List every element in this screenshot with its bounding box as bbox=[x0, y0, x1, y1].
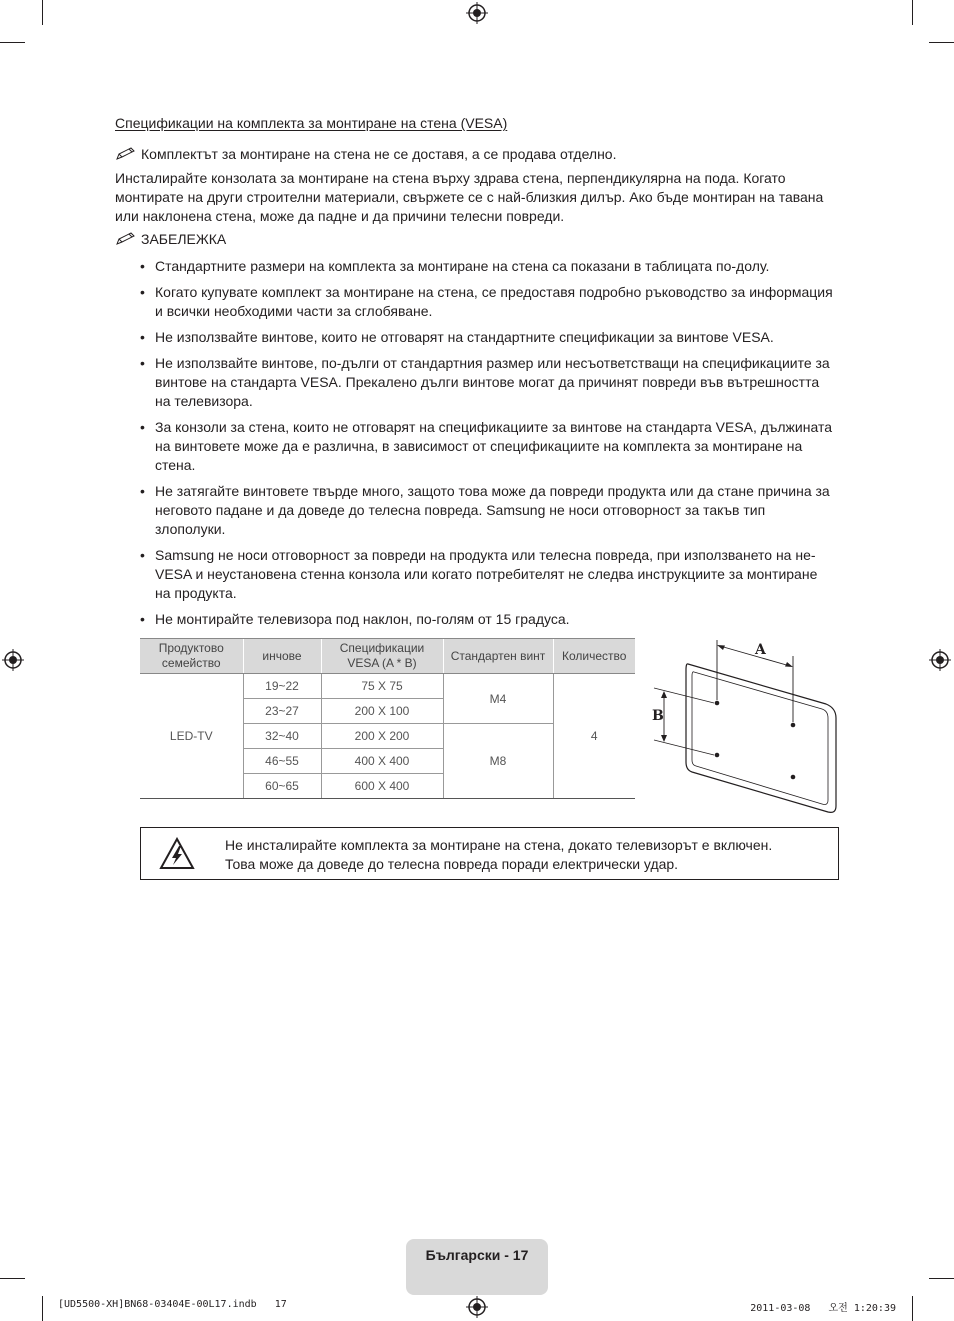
list-item: • Samsung не носи отговорност за повреди на продукта или телесна повреда, при използването на не-VESA и неустановена стенна конзола или когато потребителят не следва инструкциите за монтиране на продукта. bbox=[140, 547, 818, 601]
table-cell: 23~27 bbox=[243, 699, 321, 724]
crop-mark bbox=[929, 42, 954, 43]
list-item: • Когато купувате комплект за монтиране на стена, се предоставя подробно ръководство за информация и всички необходими части за сглобяване. bbox=[140, 284, 833, 319]
tv-back-diagram bbox=[650, 638, 840, 818]
table-cell-screw: M4 bbox=[443, 674, 553, 724]
table-cell: 46~55 bbox=[243, 749, 321, 774]
table-cell-quantity: 4 bbox=[553, 674, 635, 799]
note-text: Комплектът за монтиране на стена не се доставя, а се продава отделно. bbox=[141, 146, 617, 162]
electric-shock-warning-icon bbox=[159, 837, 195, 871]
registration-mark-icon bbox=[929, 649, 951, 671]
pencil-note-icon bbox=[115, 232, 137, 246]
list-item-text: Не затягайте винтовете твърде много, защото това може да повреди продукта или да стане причина за неговото падане и да доведе до телесна повреда. Samsung не носи отговорност за такъв тип злополуки. bbox=[155, 483, 830, 537]
table-cell-screw: M8 bbox=[443, 724, 553, 799]
list-item: • Стандартните размери на комплекта за монтиране на стена са показани в таблицата по-долу. bbox=[140, 258, 770, 274]
registration-mark-icon bbox=[466, 2, 488, 24]
table-cell: 600 X 400 bbox=[321, 774, 443, 799]
pencil-note-icon bbox=[115, 147, 137, 161]
registration-mark-icon bbox=[2, 649, 24, 671]
note-line bbox=[115, 146, 616, 162]
table-row bbox=[140, 674, 635, 699]
list-item: • Не използвайте винтове, които не отговарят на стандартните спецификации за винтове VESA. bbox=[140, 329, 774, 345]
diagram-label-b: B bbox=[652, 708, 664, 724]
list-item: • Не монтирайте телевизора под наклон, по-голям от 15 градуса. bbox=[140, 611, 570, 627]
table-cell: 75 X 75 bbox=[321, 674, 443, 699]
warning-box bbox=[140, 827, 839, 880]
warning-line: Не инсталирайте комплекта за монтиране на стена, докато телевизорът е включен. bbox=[225, 837, 773, 853]
warning-line: Това може да доведе до телесна повреда поради електрически удар. bbox=[225, 856, 679, 872]
footer-timestamp: 2011-03-08 오전 1:20:39 bbox=[750, 1303, 896, 1314]
crop-mark bbox=[912, 1296, 913, 1321]
list-item-text: Не използвайте винтове, които не отговарят на стандартните спецификации за винтове VESA. bbox=[155, 329, 774, 345]
list-item: • За конзоли за стена, които не отговарят на спецификациите за винтове на стандарта VESA, дължината на винтовете може да е различна, в зависимост от спецификациите на комплекта за монтиране на стена. bbox=[140, 419, 832, 473]
table-cell: 200 X 200 bbox=[321, 724, 443, 749]
table-header-row bbox=[140, 639, 635, 674]
list-item-text: Не монтирайте телевизора под наклон, по-голям от 15 градуса. bbox=[155, 611, 570, 627]
warning-text bbox=[225, 836, 772, 874]
table-cell: 60~65 bbox=[243, 774, 321, 799]
list-item: • Не използвайте винтове, по-дълги от стандартния размер или несъответстващи на спецификациите за винтове на стандарта VESA. Прекалено дълги винтове могат да причинят повреди във вътрешността на телевизора. bbox=[140, 355, 830, 409]
list-item-text: Не използвайте винтове, по-дълги от стандартния размер или несъответстващи на спецификациите за винтове на стандарта VESA. Прекалено дълги винтове могат да причинят повреди във вътрешността на телевизора. bbox=[155, 355, 830, 409]
table-cell: 400 X 400 bbox=[321, 749, 443, 774]
table-cell: 200 X 100 bbox=[321, 699, 443, 724]
column-header: Спецификации VESA (A * B) bbox=[321, 639, 443, 674]
registration-mark-icon bbox=[466, 1296, 488, 1318]
column-header: Количество bbox=[553, 639, 635, 674]
diagram-label-a: A bbox=[755, 642, 766, 658]
page-label: Български - 17 bbox=[425, 1247, 529, 1263]
install-paragraph: Инсталирайте конзолата за монтиране на стена върху здрава стена, перпендикулярна на пода. Когато монтирате на други строителни материали, свържете се с най-близкия дилър. Ако бъде монтиран на тавана или наклонена стена, може да падне и да причини телесни повреди. bbox=[115, 170, 824, 224]
column-header: инчове bbox=[243, 639, 321, 674]
list-item-text: За конзоли за стена, които не отговарят на спецификациите за винтове на стандарта VESA, дължината на винтовете може да е различна, в зависимост от спецификациите на комплекта за монтиране на стена. bbox=[155, 419, 832, 473]
note-line bbox=[115, 231, 226, 247]
footer-file-info: [UD5500-XH]BN68-03404E-00L17.indb 17 bbox=[58, 1299, 287, 1310]
list-item-text: Когато купувате комплект за монтиране на стена, се предоставя подробно ръководство за информация и всички необходими части за сглобяване. bbox=[155, 284, 833, 319]
list-item-text: Стандартните размери на комплекта за монтиране на стена са показани в таблицата по-долу. bbox=[155, 258, 770, 274]
vesa-spec-table bbox=[140, 638, 635, 799]
crop-mark bbox=[929, 1278, 954, 1279]
crop-mark bbox=[912, 0, 913, 25]
crop-mark bbox=[42, 0, 43, 25]
section-heading: Спецификации на комплекта за монтиране на стена (VESA) bbox=[115, 115, 508, 131]
crop-mark bbox=[0, 1278, 25, 1279]
table-cell: 19~22 bbox=[243, 674, 321, 699]
crop-mark bbox=[42, 1296, 43, 1321]
list-item: • Не затягайте винтовете твърде много, защото това може да повреди продукта или да стане причина за неговото падане и да доведе до телесна повреда. Samsung не носи отговорност за такъв тип злополуки. bbox=[140, 483, 830, 537]
bullet-list bbox=[140, 257, 835, 636]
column-header: Продуктово семейство bbox=[140, 639, 243, 674]
column-header: Стандартен винт bbox=[443, 639, 553, 674]
note-label: ЗАБЕЛЕЖКА bbox=[141, 231, 227, 247]
crop-mark bbox=[0, 42, 25, 43]
table-cell-family: LED-TV bbox=[140, 674, 243, 799]
page-number-tab bbox=[406, 1239, 548, 1295]
list-item-text: Samsung не носи отговорност за повреди на продукта или телесна повреда, при използването на не-VESA и неустановена стенна конзола или когато потребителят не следва инструкциите за монтиране на продукта. bbox=[155, 547, 818, 601]
table-cell: 32~40 bbox=[243, 724, 321, 749]
